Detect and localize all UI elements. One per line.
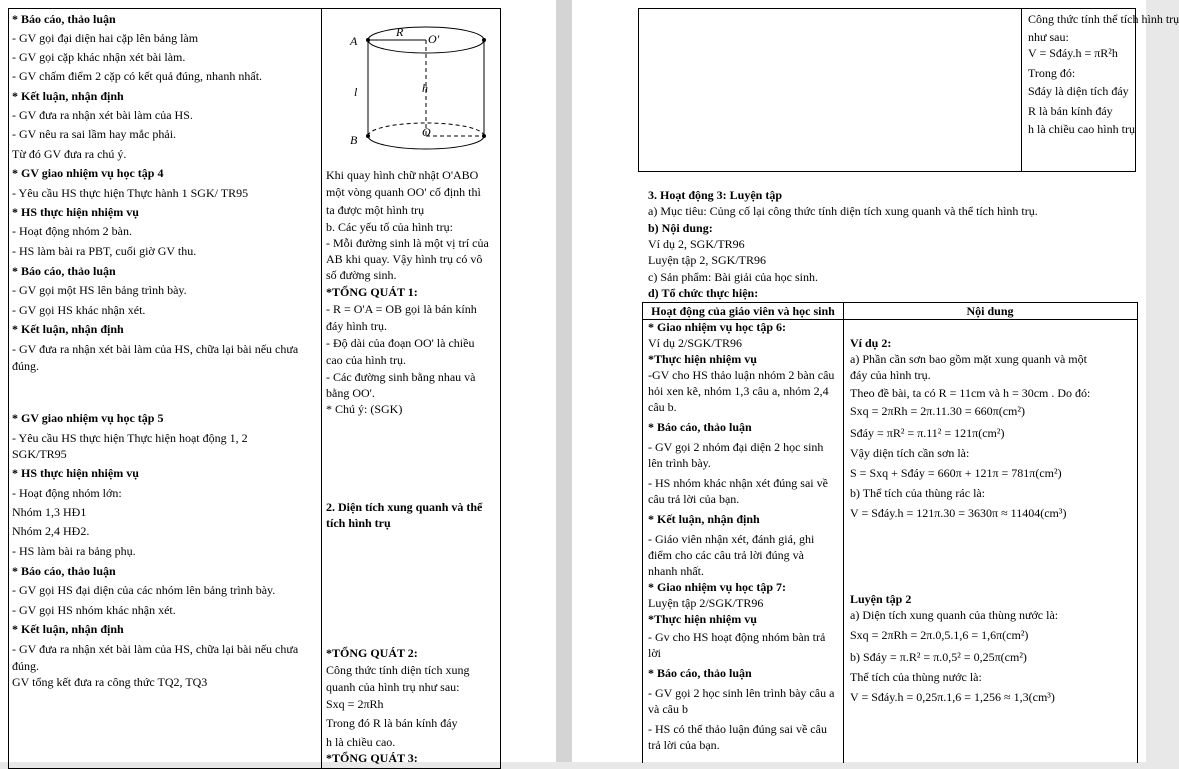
text-line: b) Nội dung: xyxy=(648,221,713,235)
text-line: V = Sđáy.h = 121π.30 = 3630π ≈ 11404(cm³) xyxy=(850,506,1067,520)
text-line: đúng. xyxy=(12,659,39,673)
text-line: - GV gọi HS nhóm khác nhận xét. xyxy=(12,603,176,617)
text-line: * Kết luận, nhận định xyxy=(12,89,124,103)
label-O1: O' xyxy=(428,32,440,46)
text-line: * HS thực hiện nhiệm vụ xyxy=(12,205,139,219)
text-line: lên trình bày. xyxy=(648,456,711,470)
text-line: - GV gọi 2 học sinh lên trình bày câu a xyxy=(648,686,835,700)
left-page xyxy=(0,0,556,765)
text-line: Nhóm 2,4 HĐ2. xyxy=(12,524,90,538)
text-line: Ví dụ 2: xyxy=(850,336,892,350)
text-line: *Thực hiện nhiệm vụ xyxy=(648,352,757,366)
text-line: - HS nhóm khác nhận xét đúng sai về xyxy=(648,476,828,490)
text-line: - GV gọi đại diện hai cặp lên bảng làm xyxy=(12,31,199,45)
text-line: Sxq = 2πRh = 2π.0,5.1,6 = 1,6π(cm²) xyxy=(850,628,1029,642)
text-line: - Gv cho HS hoạt động nhóm bàn trả xyxy=(648,630,826,644)
text-line: Trong đó R là bán kính đáy xyxy=(326,716,458,730)
text-line: * Giao nhiệm vụ học tập 7: xyxy=(648,580,787,594)
text-line: a) Diện tích xung quanh của thùng nước là: xyxy=(850,608,1059,622)
text-line: điểm cho các câu trả lời đúng và xyxy=(648,548,804,562)
cylinder-figure xyxy=(340,18,500,158)
text-line: nhanh nhất. xyxy=(648,564,704,578)
text-line: - Mỗi đường sinh là một vị trí của xyxy=(326,236,489,250)
text-line: * GV giao nhiệm vụ học tập 4 xyxy=(12,166,164,180)
text-line: - GV chấm điểm 2 cặp có kết quả đúng, nhanh nhất. xyxy=(12,69,263,83)
text-line: - GV gọi HS khác nhận xét. xyxy=(12,303,146,317)
text-line: * GV giao nhiệm vụ học tập 5 xyxy=(12,411,164,425)
label-A: A xyxy=(350,34,358,48)
text-line: đúng. xyxy=(12,359,39,373)
text-line: Nhóm 1,3 HĐ1 xyxy=(12,505,87,519)
text-line: a) Mục tiêu: Củng cố lại công thức tính diện tích xung quanh và thể tích hình trụ. xyxy=(648,204,1038,218)
text-line: * HS thực hiện nhiệm vụ xyxy=(12,466,139,480)
text-line: một vòng quanh OO' cố định thì xyxy=(326,185,481,199)
formula-line: Công thức tính thể tích hình trụ xyxy=(1028,12,1179,26)
text-line: Từ đó GV đưa ra chú ý. xyxy=(12,147,127,161)
label-l: l xyxy=(354,85,358,99)
text-line: *TỔNG QUÁT 2: xyxy=(326,646,418,660)
text-line: GV tổng kết đưa ra công thức TQ2, TQ3 xyxy=(12,675,208,689)
text-line: Vậy diện tích cần sơn là: xyxy=(850,446,970,460)
text-line: b) Thể tích của thùng rác là: xyxy=(850,486,986,500)
text-line: cao của hình trụ. xyxy=(326,353,406,367)
text-line: - R = O'A = OB gọi là bán kính xyxy=(326,302,477,316)
text-line: Theo đề bài, ta có R = 11cm và h = 30cm . Do đó: xyxy=(850,386,1091,400)
page-gap xyxy=(556,0,572,762)
text-line: * Kết luận, nhận định xyxy=(12,622,124,636)
text-line: Thể tích của thùng nước là: xyxy=(850,670,982,684)
text-line: đáy của hình trụ. xyxy=(850,368,931,382)
text-line: câu trả lời của bạn. xyxy=(648,492,740,506)
text-line: * Kết luận, nhận định xyxy=(648,512,760,526)
formula-line: R là bán kính đáy xyxy=(1028,104,1113,118)
text-line: - Hoạt động nhóm 2 bàn. xyxy=(12,224,132,238)
text-line: d) Tổ chức thực hiện: xyxy=(648,286,759,300)
text-line: đáy hình trụ. xyxy=(326,319,387,333)
text-line: * Báo cáo, thảo luận xyxy=(648,666,752,680)
text-line: * Chú ý: (SGK) xyxy=(326,402,403,416)
text-line: b. Các yếu tố của hình trụ: xyxy=(326,220,453,234)
text-line: 2. Diện tích xung quanh và thể xyxy=(326,500,483,514)
text-line: trả lời của bạn. xyxy=(648,738,720,752)
text-line: quanh của hình trụ như sau: xyxy=(326,680,460,694)
text-line: và câu b xyxy=(648,702,688,716)
text-line: Sđáy = πR² = π.11² = 121π(cm²) xyxy=(850,426,1005,440)
text-line: - Hoạt động nhóm lớn: xyxy=(12,486,122,500)
text-line: S = Sxq + Sđáy = 660π + 121π = 781π(cm²) xyxy=(850,466,1062,480)
text-line: - GV gọi HS đại diện của các nhóm lên bảng trình bày. xyxy=(12,583,276,597)
text-line: - GV đưa ra nhận xét bài làm của HS, chữa lại bài nếu chưa xyxy=(12,642,299,656)
text-line: bằng OO'. xyxy=(326,386,375,400)
text-line: Khi quay hình chữ nhật O'ABO xyxy=(326,168,479,182)
text-line: Luyện tập 2/SGK/TR96 xyxy=(648,596,764,610)
text-line: - GV gọi 2 nhóm đại diện 2 học sinh xyxy=(648,440,824,454)
text-line: * Báo cáo, thảo luận xyxy=(648,420,752,434)
text-line: số đường sinh. xyxy=(326,268,397,282)
text-line: - GV gọi cặp khác nhận xét bài làm. xyxy=(12,50,186,64)
text-line: - GV đưa ra nhận xét bài làm của HS, chữa lại bài nếu chưa xyxy=(12,342,299,356)
text-line: - HS làm bài ra PBT, cuối giờ GV thu. xyxy=(12,244,197,258)
text-line: hỏi xen kẽ, nhóm 1,3 câu a, nhóm 2,4 xyxy=(648,384,829,398)
label-O: O xyxy=(422,125,431,139)
text-line: - HS có thể thảo luận đúng sai về câu xyxy=(648,722,827,736)
text-line: AB khi quay. Vậy hình trụ có vô xyxy=(326,252,483,266)
formula-line: như sau: xyxy=(1028,30,1069,44)
text-line: 3. Hoạt động 3: Luyện tập xyxy=(648,188,783,202)
label-h: h xyxy=(422,81,428,95)
text-line: *TỔNG QUÁT 3: xyxy=(326,751,418,765)
text-line: ta được một hình trụ xyxy=(326,203,425,217)
text-line: Sxq = 2πRh xyxy=(326,697,384,711)
text-line: tích hình trụ xyxy=(326,516,391,530)
text-line: Ví dụ 2/SGK/TR96 xyxy=(648,336,743,350)
text-line: Ví dụ 2, SGK/TR96 xyxy=(648,237,745,251)
text-line: * Báo cáo, thảo luận xyxy=(12,12,116,26)
table-header-content: Nội dung xyxy=(966,304,1014,318)
text-line: câu b. xyxy=(648,400,677,414)
text-line: Công thức tính diện tích xung xyxy=(326,663,470,677)
label-R: R xyxy=(396,25,404,39)
text-line: - GV gọi một HS lên bảng trình bày. xyxy=(12,283,187,297)
text-line: *TỔNG QUÁT 1: xyxy=(326,285,418,299)
text-line: * Giao nhiệm vụ học tập 6: xyxy=(648,320,787,334)
text-line: * Kết luận, nhận định xyxy=(12,322,124,336)
text-line: * Báo cáo, thảo luận xyxy=(12,264,116,278)
text-line: - Yêu cầu HS thực hiện Thực hành 1 SGK/ TR95 xyxy=(12,186,249,200)
text-line: a) Phần cần sơn bao gồm mặt xung quanh và một xyxy=(850,352,1087,366)
text-line: b) Sđáy = π.R² = π.0,5² = 0,25π(cm²) xyxy=(850,650,1027,664)
right-page xyxy=(572,0,1179,762)
text-line: - Giáo viên nhận xét, đánh giá, ghi xyxy=(648,532,815,546)
text-line: * Báo cáo, thảo luận xyxy=(12,564,116,578)
text-line: - HS làm bài ra bảng phụ. xyxy=(12,544,136,558)
text-line: -GV cho HS thảo luận nhóm 2 bàn câu xyxy=(648,368,835,382)
text-line: - GV nêu ra sai lầm hay mắc phải. xyxy=(12,127,177,141)
text-line: lời xyxy=(648,646,662,660)
text-line: - Các đường sinh bằng nhau và xyxy=(326,370,476,384)
text-line: Sxq = 2πRh = 2π.11.30 = 660π(cm²) xyxy=(850,404,1025,418)
formula-line: Trong đó: xyxy=(1028,66,1076,80)
label-B: B xyxy=(350,133,358,147)
formula-line: h là chiều cao hình trụ xyxy=(1028,122,1135,136)
text-line: SGK/TR95 xyxy=(12,447,67,461)
text-line: V = Sđáy.h = 0,25π.1,6 = 1,256 ≈ 1,3(cm³) xyxy=(850,690,1055,704)
formula-line: V = Sđáy.h = πR²h xyxy=(1028,46,1118,60)
text-line: *Thực hiện nhiệm vụ xyxy=(648,612,757,626)
text-line: Luyện tập 2, SGK/TR96 xyxy=(648,253,766,267)
text-line: - Độ dài của đoạn OO' là chiều xyxy=(326,336,475,350)
text-line: Luyện tập 2 xyxy=(850,592,912,606)
text-line: - GV đưa ra nhận xét bài làm của HS. xyxy=(12,108,193,122)
formula-line: Sđáy là diện tích đáy xyxy=(1028,84,1129,98)
text-line: h là chiều cao. xyxy=(326,735,396,749)
text-line: c) Sản phẩm: Bài giải của học sinh. xyxy=(648,270,818,284)
table-header-activity: Hoạt động của giáo viên và học sinh xyxy=(651,304,835,318)
text-line: - Yêu cầu HS thực hiện Thực hiện hoạt động 1, 2 xyxy=(12,431,248,445)
